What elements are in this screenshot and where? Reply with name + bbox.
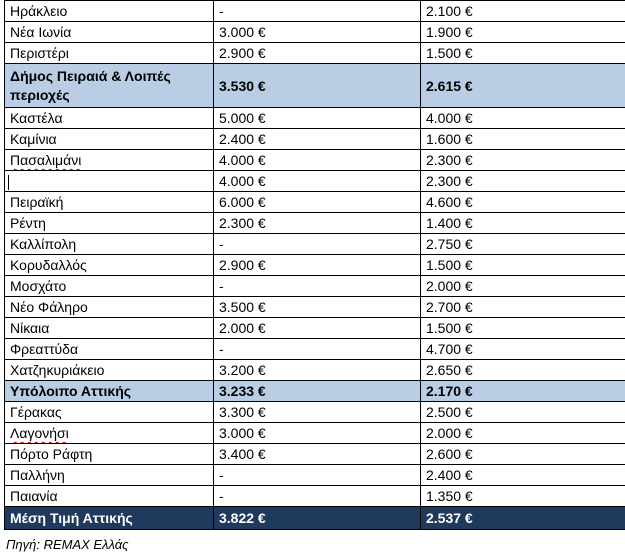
table-row <box>5 255 625 276</box>
rent-price-cell[interactable]: 4.000 € <box>421 108 625 129</box>
sale-price-cell[interactable]: 3.400 € <box>214 444 421 465</box>
rent-price-cell[interactable]: 2.000 € <box>421 276 625 297</box>
area-cell[interactable]: Καστέλα <box>5 108 214 129</box>
area-cell[interactable]: Παλλήνη <box>5 465 214 486</box>
text-cursor <box>8 175 9 190</box>
total-sale-avg-cell[interactable]: 3.822 € <box>214 507 421 530</box>
sale-price-cell[interactable]: 2.900 € <box>214 255 421 276</box>
region-rent-avg-cell[interactable]: 2.615 € <box>421 64 625 108</box>
spellcheck-flagged-text: Πασαλιμάνι <box>10 152 82 168</box>
rent-price-cell[interactable]: 2.400 € <box>421 465 625 486</box>
table-row <box>5 1 625 22</box>
table-row <box>5 150 625 171</box>
sale-price-cell[interactable]: - <box>214 1 421 22</box>
rent-price-cell[interactable]: 1.600 € <box>421 129 625 150</box>
area-cell[interactable]: Χατζηκυριάκειο <box>5 360 214 381</box>
rent-price-cell[interactable]: 1.500 € <box>421 318 625 339</box>
rent-price-cell[interactable]: 1.350 € <box>421 486 625 507</box>
sale-price-cell[interactable]: 6.000 € <box>214 192 421 213</box>
rent-price-cell[interactable]: 1.500 € <box>421 255 625 276</box>
area-cell[interactable]: Καμίνια <box>5 129 214 150</box>
area-cell[interactable]: Παιανία <box>5 486 214 507</box>
table-row <box>5 234 625 255</box>
rent-price-cell[interactable]: 2.750 € <box>421 234 625 255</box>
area-cell[interactable]: Πειραϊκή <box>5 192 214 213</box>
area-cell[interactable] <box>5 150 214 171</box>
rent-price-cell[interactable]: 2.000 € <box>421 423 625 444</box>
area-cell[interactable]: Μοσχάτο <box>5 276 214 297</box>
area-cell[interactable]: Κορυδαλλός <box>5 255 214 276</box>
total-label-cell[interactable]: Μέση Τιμή Αττικής <box>5 507 214 530</box>
rent-price-cell[interactable]: 1.900 € <box>421 22 625 43</box>
region-header-row <box>5 381 625 402</box>
sale-price-cell[interactable]: 2.400 € <box>214 129 421 150</box>
rent-price-cell[interactable]: 2.700 € <box>421 297 625 318</box>
sale-price-cell[interactable]: - <box>214 276 421 297</box>
area-cell[interactable]: Ρέντη <box>5 213 214 234</box>
sale-price-cell[interactable]: 2.000 € <box>214 318 421 339</box>
table-row <box>5 129 625 150</box>
sale-price-cell[interactable]: - <box>214 234 421 255</box>
area-cell[interactable]: Φρεαττύδα <box>5 339 214 360</box>
sale-price-cell[interactable]: 2.300 € <box>214 213 421 234</box>
sale-price-cell[interactable]: 5.000 € <box>214 108 421 129</box>
area-cell[interactable]: Ηράκλειο <box>5 1 214 22</box>
area-cell[interactable]: Καλλίπολη <box>5 234 214 255</box>
rent-price-cell[interactable]: 2.300 € <box>421 171 625 192</box>
sale-price-cell[interactable]: 3.300 € <box>214 402 421 423</box>
table-row <box>5 276 625 297</box>
sale-price-cell[interactable]: - <box>214 465 421 486</box>
table-row <box>5 423 625 444</box>
area-cell[interactable]: Περιστέρι <box>5 43 214 64</box>
table-row <box>5 444 625 465</box>
price-table <box>4 0 625 530</box>
area-cell[interactable]: Νέα Ιωνία <box>5 22 214 43</box>
table-row <box>5 339 625 360</box>
total-rent-avg-cell[interactable]: 2.537 € <box>421 507 625 530</box>
region-rent-avg-cell[interactable]: 2.170 € <box>421 381 625 402</box>
area-cell[interactable]: Νέο Φάληρο <box>5 297 214 318</box>
region-name-cell[interactable]: Υπόλοιπο Αττικής <box>5 381 214 402</box>
rent-price-cell[interactable]: 2.300 € <box>421 150 625 171</box>
area-cell[interactable]: Γέρακας <box>5 402 214 423</box>
table-row <box>5 297 625 318</box>
total-row <box>5 507 625 530</box>
rent-price-cell[interactable]: 2.600 € <box>421 444 625 465</box>
rent-price-cell[interactable]: 1.500 € <box>421 43 625 64</box>
table-row <box>5 465 625 486</box>
table-row <box>5 192 625 213</box>
table-row <box>5 318 625 339</box>
area-cell[interactable] <box>5 423 214 444</box>
table-row <box>5 22 625 43</box>
table-row <box>5 360 625 381</box>
rent-price-cell[interactable]: 2.500 € <box>421 402 625 423</box>
region-sale-avg-cell[interactable]: 3.530 € <box>214 64 421 108</box>
area-cell-editing[interactable] <box>5 171 214 192</box>
sale-price-cell[interactable]: 3.000 € <box>214 22 421 43</box>
sale-price-cell[interactable]: 2.900 € <box>214 43 421 64</box>
area-cell[interactable]: Νίκαια <box>5 318 214 339</box>
region-name-cell[interactable]: Δήμος Πειραιά & Λοιπές περιοχές <box>5 64 214 108</box>
sale-price-cell[interactable]: 3.000 € <box>214 423 421 444</box>
region-header-row <box>5 64 625 108</box>
table-row <box>5 486 625 507</box>
table-row <box>5 213 625 234</box>
table-row <box>5 402 625 423</box>
table-row <box>5 171 625 192</box>
source-caption: Πηγή: REMAX Ελλάς <box>6 537 129 552</box>
rent-price-cell[interactable]: 2.100 € <box>421 1 625 22</box>
rent-price-cell[interactable]: 4.700 € <box>421 339 625 360</box>
area-cell[interactable]: Πόρτο Ράφτη <box>5 444 214 465</box>
spellcheck-flagged-text: Λαγονήσι <box>10 425 69 441</box>
sale-price-cell[interactable]: 3.200 € <box>214 360 421 381</box>
sale-price-cell[interactable]: 4.000 € <box>214 150 421 171</box>
table-row <box>5 108 625 129</box>
table-row <box>5 43 625 64</box>
rent-price-cell[interactable]: 4.600 € <box>421 192 625 213</box>
sale-price-cell[interactable]: 3.500 € <box>214 297 421 318</box>
region-sale-avg-cell[interactable]: 3.233 € <box>214 381 421 402</box>
sale-price-cell[interactable]: - <box>214 339 421 360</box>
rent-price-cell[interactable]: 1.400 € <box>421 213 625 234</box>
sale-price-cell[interactable]: 4.000 € <box>214 171 421 192</box>
sale-price-cell[interactable]: - <box>214 486 421 507</box>
rent-price-cell[interactable]: 2.650 € <box>421 360 625 381</box>
